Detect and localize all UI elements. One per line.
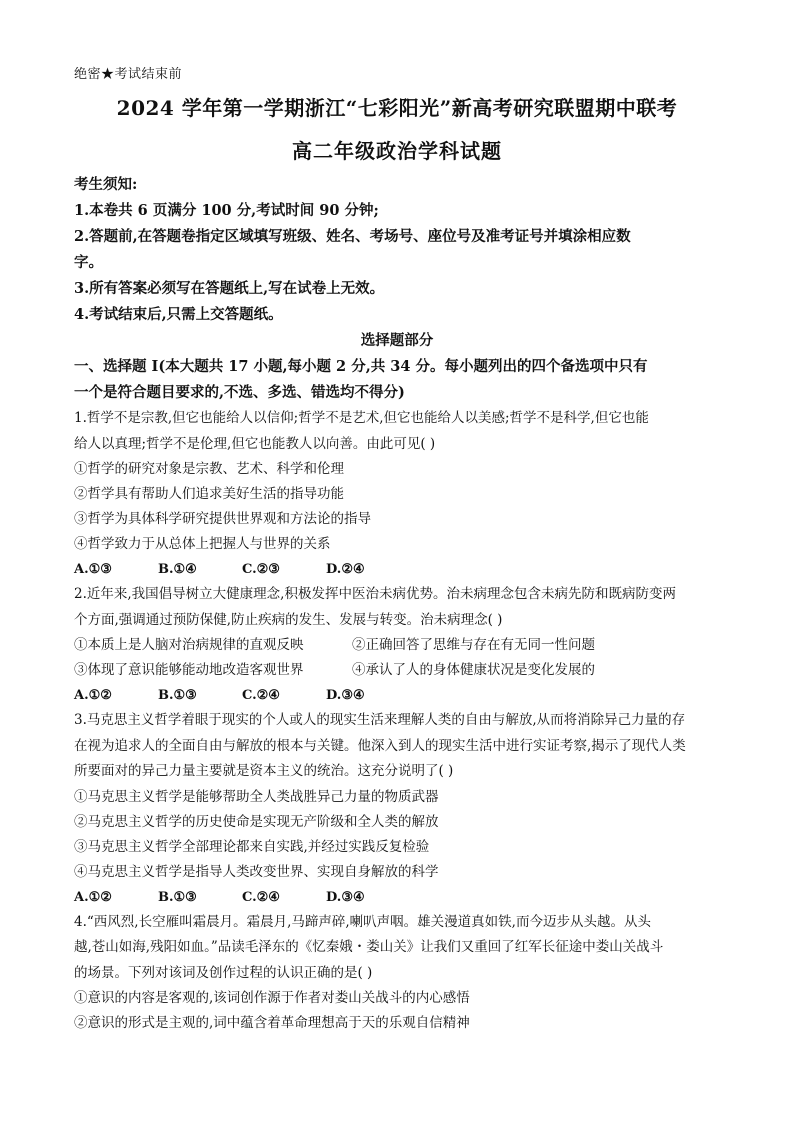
question-stem-line: 在视为追求人的全面自由与解放的根本与关键。他深入到人的现实生活中进行实证考察,揭示了现代人类 xyxy=(74,737,686,754)
option-statement: ②正确回答了思维与存在有无同一性问题 xyxy=(352,637,595,653)
choice-d: D.③④ xyxy=(326,688,365,703)
question-4 xyxy=(74,910,720,1037)
option-statement: ②意识的形式是主观的,词中蕴含着革命理想高于天的乐观自信精神 xyxy=(74,1015,470,1031)
choice-c: C.②③ xyxy=(242,562,280,577)
choice-d: D.②④ xyxy=(326,562,365,577)
question-stem-line: 的场景。下列对该词及创作过程的认识正确的是( ) xyxy=(74,964,373,981)
part-instructions-line: 一个是符合题目要求的,不选、多选、错选均不得分) xyxy=(74,384,405,401)
exam-body xyxy=(74,172,720,1036)
answer-choices xyxy=(74,885,720,910)
question-3 xyxy=(74,708,720,910)
question-stem-line: 3.马克思主义哲学着眼于现实的个人或人的现实生活来理解人类的自由与解放,从而将消除异己力量的存 xyxy=(74,712,686,728)
question-stem-line: 1.哲学不是宗教,但它也能给人以信仰;哲学不是艺术,但它也能给人以美感;哲学不是科学,但它也能 xyxy=(74,410,649,426)
notice-item: 4.考试结束后,只需上交答题纸。 xyxy=(74,306,283,323)
choice-b: B.①③ xyxy=(158,688,197,703)
option-statement: ④承认了人的身体健康状况是变化发展的 xyxy=(352,662,595,678)
option-statement: ②马克思主义哲学的历史使命是实现无产阶级和全人类的解放 xyxy=(74,813,439,830)
choice-a: A.①③ xyxy=(74,562,112,577)
notice-heading: 考生须知: xyxy=(74,176,138,193)
option-row xyxy=(74,658,720,683)
notice-item: 字。 xyxy=(74,254,103,271)
choice-c: C.②④ xyxy=(242,688,280,703)
question-stem-line: 4.“西风烈,长空雁叫霜晨月。霜晨月,马蹄声碎,喇叭声咽。雄关漫道真如铁,而今迈步从头越。从头 xyxy=(74,913,651,930)
section-title: 选择题部分 xyxy=(360,332,434,349)
choice-a: A.①② xyxy=(74,688,112,703)
question-stem-line: 越,苍山如海,残阳如血。”品读毛泽东的《忆秦娥・娄山关》让我们又重回了红军长征途中娄山关战斗 xyxy=(74,939,664,955)
option-statement: ②哲学具有帮助人们追求美好生活的指导功能 xyxy=(74,486,344,502)
option-statement: ①意识的内容是客观的,该词创作源于作者对娄山关战斗的内心感悟 xyxy=(74,990,470,1006)
choice-b: B.①④ xyxy=(158,562,197,577)
option-statement: ①本质上是人脑对治病规律的直观反映 xyxy=(74,637,304,653)
question-2 xyxy=(74,582,720,708)
option-statement: ③哲学为具体科学研究提供世界观和方法论的指导 xyxy=(74,511,371,527)
question-1 xyxy=(74,406,720,582)
question-stem-line: 2.近年来,我国倡导树立大健康理念,积极发挥中医治未病优势。治未病理念包含未病先防和既病防变两 xyxy=(74,586,676,602)
answer-choices xyxy=(74,557,720,582)
part-instructions-line: 一、选择题 I(本大题共 17 小题,每小题 2 分,共 34 分。每小题列出的四个备选项中只有 xyxy=(74,358,648,375)
choice-d: D.③④ xyxy=(326,889,365,905)
option-statement: ③马克思主义哲学全部理论都来自实践,并经过实践反复检验 xyxy=(74,838,430,855)
notice-item: 1.本卷共 6 页满分 100 分,考试时间 90 分钟; xyxy=(74,202,379,219)
answer-choices xyxy=(74,683,720,708)
option-statement: ③体现了意识能够能动地改造客观世界 xyxy=(74,662,304,678)
option-statement: ①哲学的研究对象是宗教、艺术、科学和伦理 xyxy=(74,461,344,477)
question-stem-line: 给人以真理;哲学不是伦理,但它也能教人以向善。由此可见( ) xyxy=(74,435,436,452)
question-stem-line: 所要面对的异己力量主要就是资本主义的统治。这充分说明了( ) xyxy=(74,763,454,779)
confidential-label: 绝密★考试结束前 xyxy=(74,67,183,82)
option-statement: ①马克思主义哲学是能够帮助全人类战胜异己力量的物质武器 xyxy=(74,788,439,805)
choice-a: A.①② xyxy=(74,889,112,905)
exam-subtitle: 高二年级政治学科试题 xyxy=(292,139,502,163)
choice-c: C.②④ xyxy=(242,889,280,905)
question-stem-line: 个方面,强调通过预防保健,防止疾病的发生、发展与转变。治未病理念( ) xyxy=(74,611,503,628)
notice-item: 3.所有答案必须写在答题纸上,写在试卷上无效。 xyxy=(74,280,385,297)
option-statement: ④哲学致力于从总体上把握人与世界的关系 xyxy=(74,536,331,552)
option-row xyxy=(74,633,720,658)
option-statement: ④马克思主义哲学是指导人类改变世界、实现自身解放的科学 xyxy=(74,863,439,880)
choice-b: B.①③ xyxy=(158,889,197,905)
notice-item: 2.答题前,在答题卷指定区域填写班级、姓名、考场号、座位号及准考证号并填涂相应数 xyxy=(74,228,631,245)
exam-title: 2024 学年第一学期浙江“七彩阳光”新高考研究联盟期中联考 xyxy=(116,96,678,120)
